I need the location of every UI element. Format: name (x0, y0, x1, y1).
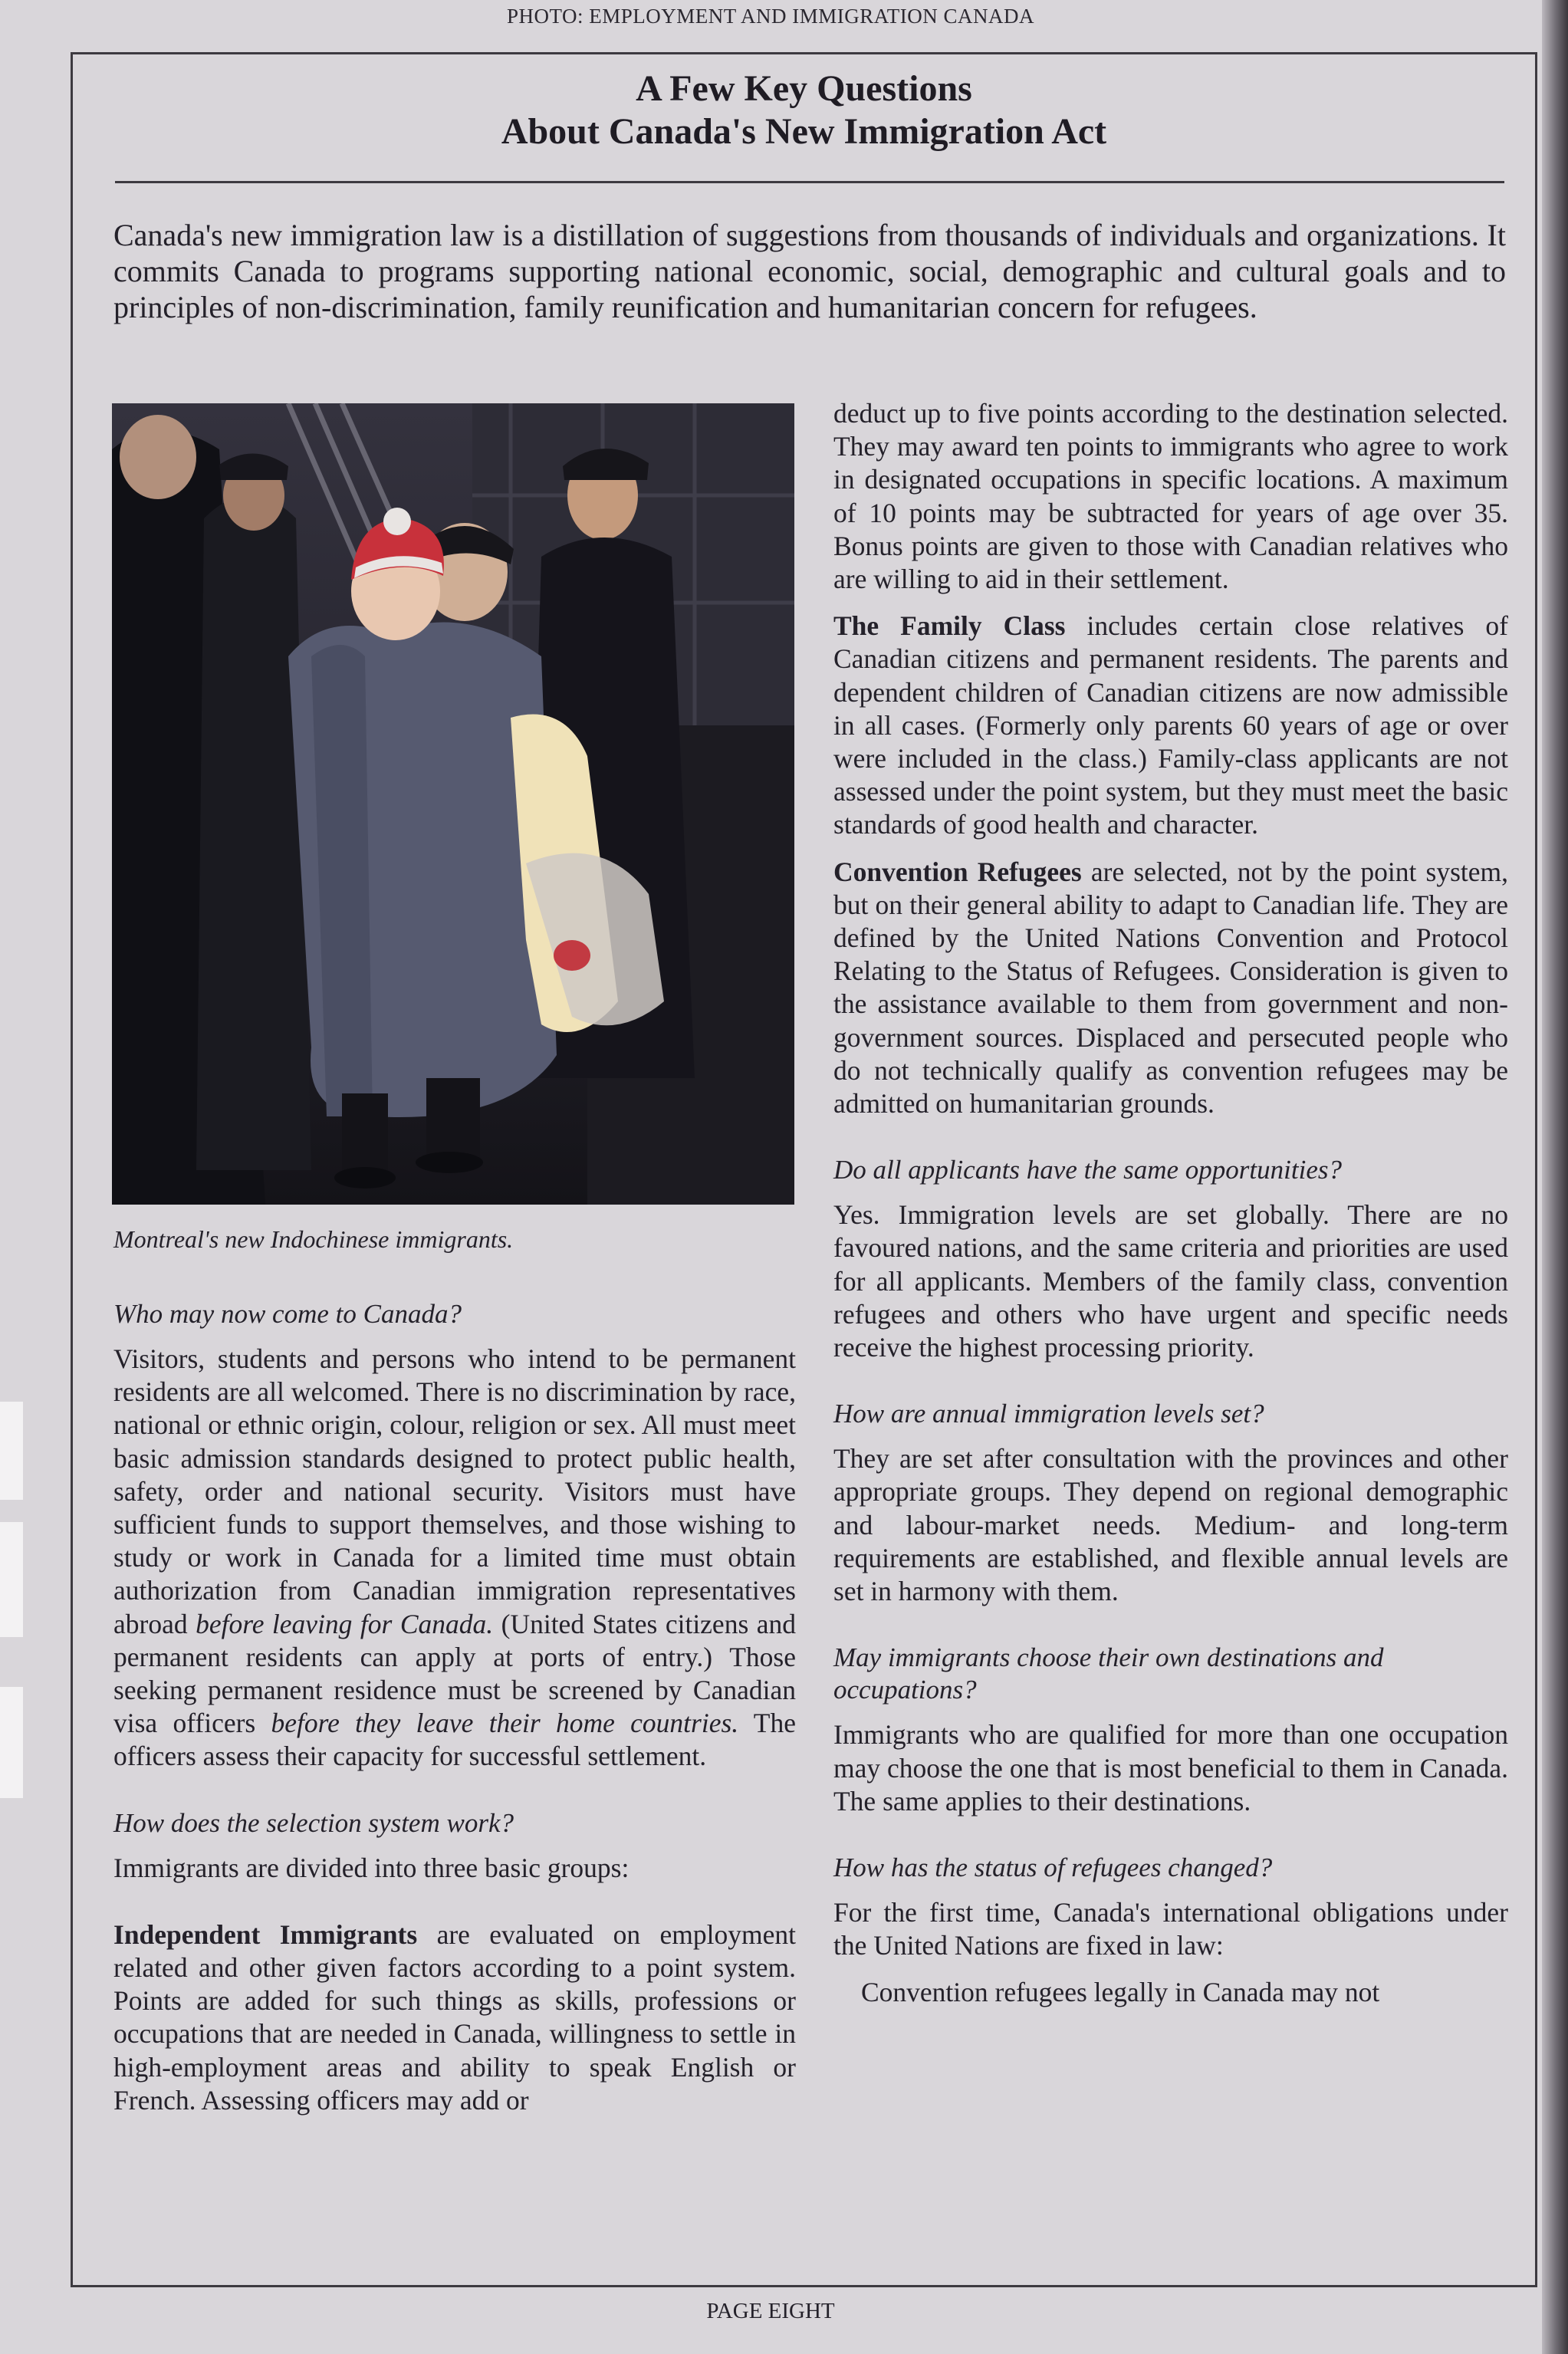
page-tab (0, 1522, 23, 1637)
immigrants-photo (112, 403, 794, 1205)
intro-paragraph: Canada's new immigration law is a distillation of suggestions from thousands of individuals and organizations. It commits Canada to programs supporting national economic, social, demographic and cultural goals and to principles of non-discrimination, family reunification and humanitarian concern for refugees. (113, 218, 1506, 324)
answer-paragraph: Visitors, students and persons who intend to be permanent residents are all welcomed. There is no discrimination by race, national or ethnic origin, colour, religion or sex. All must meet basic admission standards designed to protect public health, safety, order and national security. Visitors must have sufficient funds to support themselves, and those wishing to study or work in Canada for a limited time must obtain authorization from Canadian immigration representatives abroad before leaving for Canada. (United States citizens and permanent residents can apply at ports of entry.) Those seeking permanent residence must be screened by Canadian visa officers before they leave their home countries. The officers assess their capacity for successful settlement. (113, 1343, 796, 1772)
page-number: PAGE EIGHT (706, 2299, 835, 2323)
question-heading: Do all applicants have the same opportunities? (833, 1155, 1342, 1185)
answer-paragraph: They are set after consultation with the provinces and other appropriate groups. They depend on regional demographic and labour-market needs. Medium- and long-term requirements are established, and flexible annual levels are set in harmony with them. (833, 1443, 1508, 1607)
title-line-2: About Canada's New Immigration Act (501, 111, 1107, 152)
photo-caption: Montreal's new Indochinese immigrants. (113, 1225, 514, 1253)
question-heading: May immigrants choose their own destinations and occupations? (833, 1642, 1384, 1705)
paragraph-lead: The Family Class (833, 610, 1066, 642)
answer-paragraph: Immigrants are divided into three basic groups: (113, 1852, 630, 1883)
emphasis: before leaving for Canada. (196, 1608, 494, 1639)
question-heading: How does the selection system work? (113, 1807, 514, 1838)
answer-paragraph: Independent Immigrants are evaluated on employment related and other given factors according to a point system. Points are added for such things as skills, professions or occupations that are needed in Canada, willingness to settle in high-employment areas and ability to speak English or French. Assessing officers may add or (113, 1918, 796, 2116)
answer-paragraph: Immigrants who are qualified for more than one occupation may choose the one that is most beneficial to them in Canada. The same applies to their destinations. (833, 1719, 1508, 1816)
question-heading: How are annual immigration levels set? (833, 1399, 1264, 1429)
right-column (833, 397, 1508, 2024)
title-line-1: A Few Key Questions (636, 68, 972, 109)
paragraph-lead: Independent Immigrants (113, 1918, 418, 1950)
answer-paragraph: For the first time, Canada's international obligations under the United Nations are fixed in law: (833, 1896, 1508, 1961)
answer-paragraph: Yes. Immigration levels are set globally. There are no favoured nations, and the same criteria and priorities are used for all applicants. Members of the family class, convention refugees and others who have urgent and specific needs receive the highest processing priority. (833, 1199, 1508, 1363)
title-divider (115, 181, 1504, 183)
question-heading: Who may now come to Canada? (113, 1299, 462, 1329)
page-tab (0, 1402, 23, 1500)
photo-credit: PHOTO: EMPLOYMENT AND IMMIGRATION CANADA (506, 5, 1035, 28)
emphasis: before they leave their home countries. (271, 1708, 739, 1739)
immigrants-photo-graphic (112, 403, 794, 1205)
answer-paragraph: Convention refugees legally in Canada may not (861, 1977, 1380, 2008)
answer-paragraph: The Family Class includes certain close relatives of Canadian citizens and permanent residents. The parents and dependent children of Canadian citizens are now admissible in all cases. (Formerly only parents 60 years of age or over were included in the class.) Family-class applicants are not assessed under the point system, but they must meet the basic standards of good health and character. (833, 610, 1508, 840)
answer-paragraph: Convention Refugees are selected, not by the point system, but on their general ability to adapt to Canadian life. They are defined by the United Nations Convention and Protocol Relating to the Status of Refugees. Consideration is given to the assistance available to them from government and non-government sources. Displaced and persecuted people who do not technically qualify as convention refugees may be admitted on humanitarian grounds. (833, 856, 1508, 1119)
page-title (71, 67, 1537, 153)
answer-paragraph: deduct up to five points according to the destination selected. They may award ten points to immigrants who agree to work in designated occupations in specific locations. A maximum of 10 points may be subtracted for years of age over 35. Bonus points are given to those with Canadian relatives who are willing to aid in their settlement. (833, 398, 1508, 595)
paragraph-lead: Convention Refugees (833, 856, 1082, 887)
left-column (113, 1298, 796, 2131)
binding-edge (1542, 0, 1568, 2354)
page-tab (0, 1687, 23, 1798)
question-heading: How has the status of refugees changed? (833, 1852, 1273, 1882)
